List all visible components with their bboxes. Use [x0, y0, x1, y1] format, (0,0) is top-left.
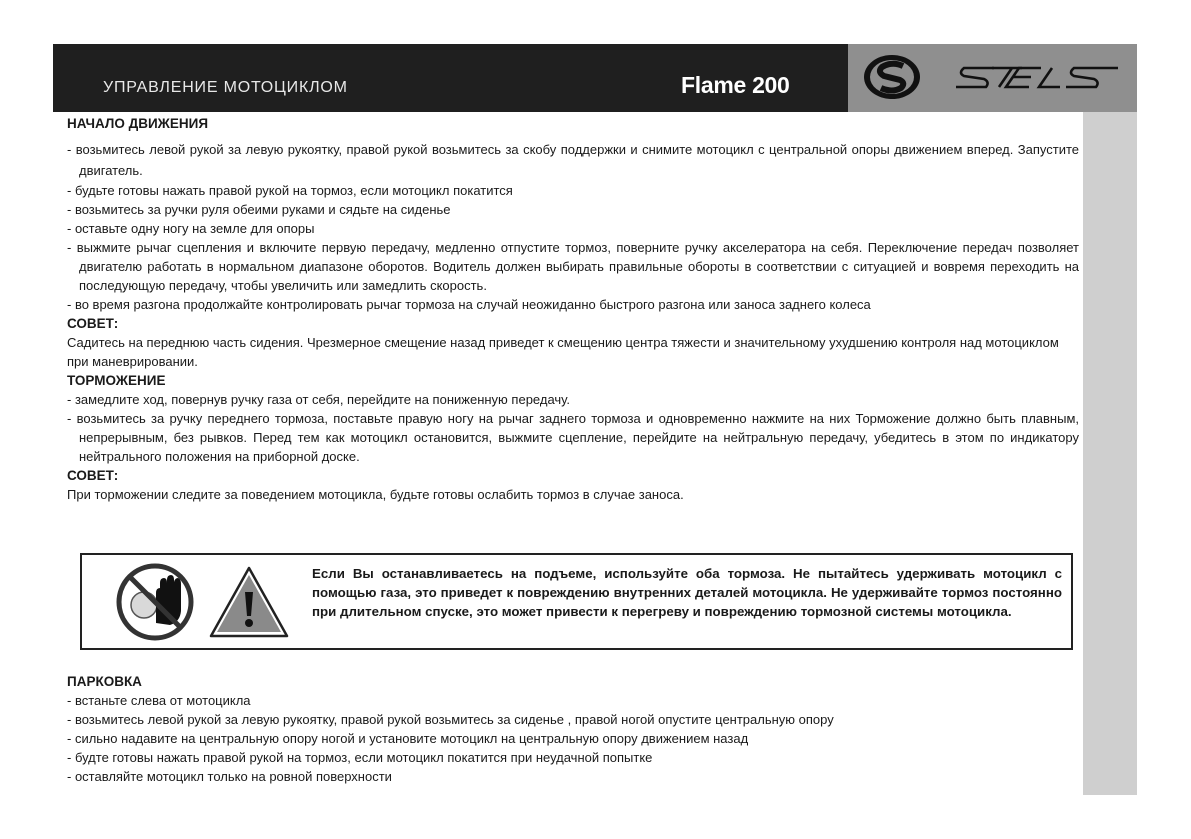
list-item: - встаньте слева от мотоцикла [67, 693, 251, 708]
list-item: - сильно надавите на центральную опору ногой и установите мотоцикл на центральную опору движением назад [67, 731, 749, 746]
section-title: УПРАВЛЕНИЕ МОТОЦИКЛОМ [103, 79, 348, 96]
list-item: - выжмите рычаг сцепления и включите первую передачу, медленно отпустите тормоз, поверните ручку акселератора на себя. Переключение передач позволяет двигателю работать в нормальном диапазоне оборотов. Водитель должен выбирать правильные обороты в соответствии с ситуацией и вовремя переходить на последующую передачу, чтобы увеличить или замедлить скорость. [67, 240, 1079, 293]
list-item: - замедлите ход, повернув ручку газа от себя, перейдите на пониженную передачу. [67, 392, 570, 407]
start-heading: НАЧАЛО ДВИЖЕНИЯ [67, 116, 209, 131]
list-item: - будьте готовы нажать правой рукой на тормоз, если мотоцикл покатится [67, 183, 513, 198]
list-item: - во время разгона продолжайте контролировать рычаг тормоза на случай неожиданно быстрого разгона или заноса заднего колеса [67, 297, 871, 312]
stels-s-icon [864, 55, 920, 99]
tip-text: Садитесь на переднюю часть сидения. Чрезмерное смещение назад приведет к смещению центра тяжести и значительному ухудшению контроля над мотоциклом при маневрировании. [67, 335, 1059, 369]
tip-text: При торможении следите за поведением мотоцикла, будьте готовы ослабить тормоз в случае заноса. [67, 487, 684, 502]
main-content [67, 114, 1079, 504]
list-item: - возьмитесь левой рукой за левую рукоятку, правой рукой возьмитесь за скобу поддержки и снимите мотоцикл с центральной опоры движением вперед. Запустите двигатель. [67, 142, 1079, 178]
list-item: - будте готовы нажать правой рукой на тормоз, если мотоцикл покатится при неудачной попытке [67, 750, 653, 765]
list-item: - оставьте одну ногу на земле для опоры [67, 221, 315, 236]
tip-heading: СОВЕТ: [67, 316, 119, 331]
warning-text: Если Вы останавливаетесь на подъеме, используйте оба тормоза. Не пытайтесь удерживать мотоцикл с помощью газа, это приведет к повреждению внутренних деталей мотоцикла. Не удерживайте тормоз постоянно при длительном спуске, это может привести к перегреву и повреждению тормозной системы мотоцикла. [312, 566, 1062, 619]
stels-wordmark [956, 68, 1118, 87]
no-hand-icon [119, 566, 191, 638]
side-tab [1083, 112, 1137, 795]
model-name: Flame 200 [681, 72, 790, 98]
parking-heading: ПАРКОВКА [67, 674, 142, 689]
list-item: - оставляйте мотоцикл только на ровной поверхности [67, 769, 392, 784]
page-header [53, 44, 1137, 112]
warning-box [80, 553, 1073, 650]
braking-heading: ТОРМОЖЕНИЕ [67, 373, 166, 388]
warning-triangle-icon [211, 568, 287, 636]
tip-heading: СОВЕТ: [67, 468, 119, 483]
list-item: - возьмитесь левой рукой за левую рукоятку, правой рукой возьмитесь за сиденье , правой ногой опустите центральную опору [67, 712, 834, 727]
warning-icons [114, 561, 304, 648]
parking-section [67, 672, 1079, 786]
brand-logo [848, 44, 1137, 112]
list-item: - возьмитесь за ручку переднего тормоза, поставьте правую ногу на рычаг заднего тормоза и одновременно нажмите на них Торможение должно быть плавным, непрерывным, без рывков. Перед тем как мотоцикл остановится, выжмите сцепление, перейдите на нейтральную передачу, убедитесь в этом по индикатору нейтрального положения на приборной доске. [67, 411, 1079, 464]
list-item: - возьмитесь за ручки руля обеими руками и сядьте на сиденье [67, 202, 451, 217]
